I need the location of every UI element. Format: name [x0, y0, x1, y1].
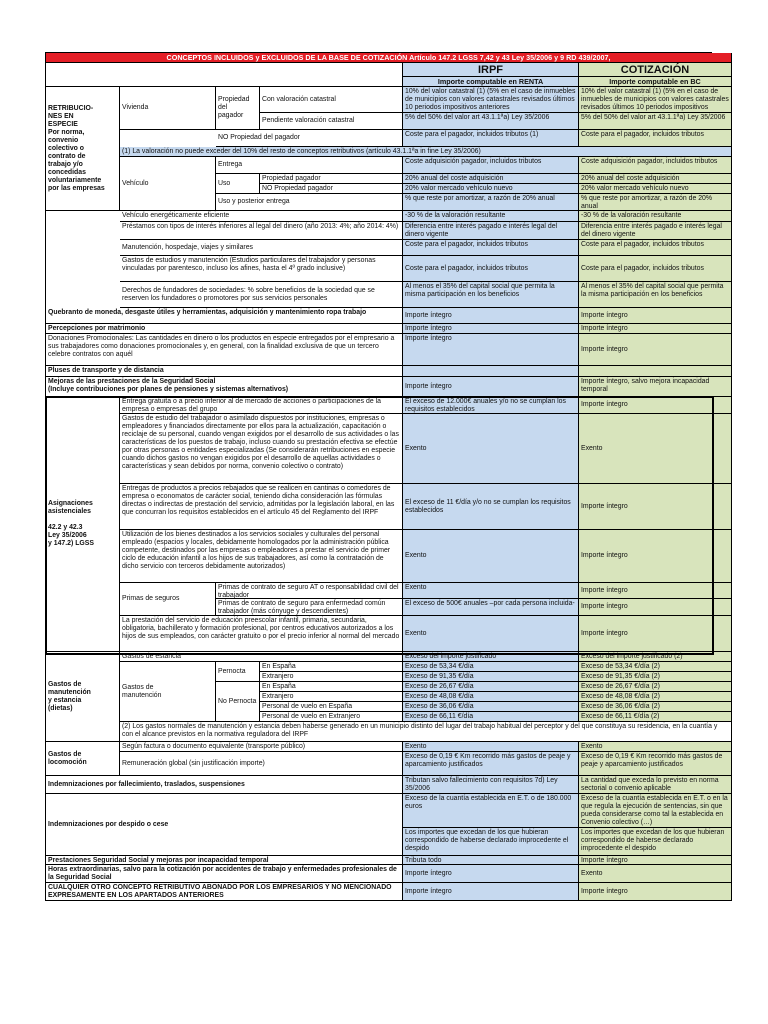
- cell-r-as5-1: Primas de contrato de seguro AT o responsabilidad civil del trabajador: [216, 583, 403, 599]
- cell-r-prest-2: Diferencia entre interés pagado e interés legal del dinero vigente: [579, 222, 732, 240]
- cell-r-quebranto-0: Quebranto de moneda, desgaste útiles y herramientas, adquisición y mantenimiento ropa trabajo: [46, 308, 403, 324]
- cell-r-as3-0: Entregas de productos a precios rebajados que se realicen en cantinas o comedores de empresa o economatos de carácter social, teniendo dicha consideración las fórmulas directas o indirectas de prestación del servicio, admitidas por la legislación laboral, en las que concurran los requisitos establecidos en el artículo 45 del Reglamento del IRPF: [120, 484, 403, 530]
- cell-r-pend-1: 5% del 50% del valor art 43.1.1ªa) Ley 35/2006: [403, 113, 579, 130]
- cell-r-veh3-2: 20% valor mercado vehículo nuevo: [579, 184, 732, 194]
- cell-r-as1-2: El exceso de 12.000€ anuales y/o no se cumplan los requisitos establecidos: [403, 397, 579, 414]
- cell-r-desp1-1: Exceso de la cuantía establecida en E.T. o de 180.000 euros: [403, 794, 579, 828]
- cell-r-quebranto-2: Importe íntegro: [579, 308, 732, 324]
- cell-r-gm2-4: Exceso de 53,34 €/día (2): [579, 662, 732, 672]
- cell-r-as3-2: Importe íntegro: [579, 484, 732, 530]
- cell-r-gm5-2: Exceso de 48,08 €/día (2): [579, 692, 732, 702]
- cell-r-note1-0: (1) La valoración no puede exceder del 10% del resto de conceptos retributivos (artículo 43.1.1ªa in fine Ley 35/2006): [120, 147, 732, 157]
- cell-r-gm4-2: Exceso de 26,67 €/día: [403, 682, 579, 692]
- cell-r-gm3-2: Exceso de 91,35 €/día (2): [579, 672, 732, 682]
- cell-r-prestss-2: Importe íntegro: [579, 856, 732, 865]
- cell-r-desp1-2: Exceso de la cuantía establecida en E.T. o en la que regula la ejecución de sentencias, sin que pueda considerarse como tal la establecida en Convenio colectivo (…): [579, 794, 732, 828]
- cell-r-pluses-2: [579, 366, 732, 377]
- cell-r-as3-1: El exceso de 11 €/día y/o no se cumplan los requisitos establecidos: [403, 484, 579, 530]
- cell-r-gm6-2: Exceso de 36,06 €/día (2): [579, 702, 732, 712]
- cell-r-gm7-2: Exceso de 66,11 €/día (2): [579, 712, 732, 722]
- cell-r-desp2-0: Los importes que excedan de los que hubieran correspondido de haberse declarado improcedente el despido: [403, 828, 579, 856]
- cell-r-cat-0: RETRIBUCIO- NES EN ESPECIE Por norma, convenio colectivo o contrato de trabajo y/o concedidas voluntariamente por las empresas: [46, 87, 120, 211]
- cell-r-loc1-1: Según factura o documento equivalente (transporte público): [120, 742, 403, 752]
- cell-r-mejoras-1: Importe íntegro: [403, 377, 579, 397]
- cell-r-gm1-3: Exceso del importe justificado (2): [579, 652, 732, 662]
- cell-r-otro-2: Importe íntegro: [579, 883, 732, 901]
- cell-r-fund-2: Al menos el 35% del capital social que permita la misma participación en los beneficios: [579, 282, 732, 308]
- cell-r-prest-1: Diferencia entre interés pagado e interés legal del dinero vigente: [403, 222, 579, 240]
- cell-r-veh2-0: Uso: [216, 174, 260, 194]
- cell-r-pend-0: Pendiente valoración catastral: [260, 113, 403, 130]
- cell-r-as2-1: Exento: [403, 414, 579, 484]
- cell-r-veh4-0: Uso y posterior entrega: [216, 194, 403, 211]
- cell-r-loc2-1: Exceso de 0,19 € Km recorrido más gastos de peaje y aparcamiento justificados: [403, 752, 579, 776]
- cell-r-gm4-1: En España: [260, 682, 403, 692]
- table-title: CONCEPTOS INCLUIDOS y EXCLUIDOS DE LA BASE DE COTIZACIÓN Artículo 147.2 LGSS 7,42 y 43 Ley 35/2006 y 9 RD 439/2007,: [46, 53, 732, 63]
- cell-r-gm2-3: Exceso de 53,34 €/día: [403, 662, 579, 672]
- cell-r-fund-0: Derechos de fundadores de sociedades: % sobre beneficios de la sociedad que se reserven los fundadores o promotores por sus servicios personales: [120, 282, 403, 308]
- cell-r-efic-0: Vehículo energéticamente eficiente: [120, 211, 403, 222]
- cell-r-loc1-3: Exento: [579, 742, 732, 752]
- cell-r-as7-2: Importe íntegro: [579, 616, 732, 652]
- cell-r-donac-0: Donaciones Promocionales: Las cantidades en dinero o los productos en especie entregados por el empresario a sus trabajadores como donaciones promocionales y, en general, con la finalidad exclusiva de que un tercero celebre contratos con aquél: [46, 334, 403, 366]
- cell-r-noprop-2: Coste para el pagador, incluidos tributos: [579, 130, 732, 147]
- cell-r-veh2-1: Propiedad pagador: [260, 174, 403, 184]
- cell-r-efic-2: -30 % de la valoración resultante: [579, 211, 732, 222]
- cell-r-gm5-1: Exceso de 48,08 €/día: [403, 692, 579, 702]
- cell-r-fund-1: Al menos el 35% del capital social que permita la misma participación en los beneficios: [403, 282, 579, 308]
- cell-r-veh2-3: 20% anual del coste adquisición: [579, 174, 732, 184]
- cell-r-gm2-2: En España: [260, 662, 403, 672]
- cell-r-manu-0: Manutención, hospedaje, viajes y similares: [120, 240, 403, 256]
- cell-r-horas-0: Horas extraordinarias, salvo para la cotización por accidentes de trabajo y enfermedades profesionales de la Seguridad Social: [46, 865, 403, 883]
- cell-r-veh2-2: 20% anual del coste adquisición: [403, 174, 579, 184]
- cell-r-loc2-2: Exceso de 0,19 € Km recorrido más gastos de peaje y aparcamiento justificados: [579, 752, 732, 776]
- cell-r-as2-2: Exento: [579, 414, 732, 484]
- cell-r-donac-1: Importe íntegro: [403, 334, 579, 366]
- cell-r-as4-2: Importe íntegro: [579, 530, 732, 583]
- cell-r-veh1-0: Vehículo: [120, 157, 216, 211]
- cell-r-veh1-1: Entrega: [216, 157, 403, 174]
- cell-r-desp2-1: Los importes que excedan de los que hubieran correspondido de haberse declarado improcedente el despido: [579, 828, 732, 856]
- cell-r-gm2-1: Pernocta: [216, 662, 260, 682]
- cell-r-estud-0: Gastos de estudios y manutención (Estudios particulares del trabajador y personas vinculadas por parentesco, incluso los afines, hasta el 4º grado inclusive): [120, 256, 403, 282]
- cell-r-indf-2: La cantidad que exceda lo previsto en norma sectorial o convenio aplicable: [579, 776, 732, 794]
- cell-r-matri-1: Importe íntegro: [403, 324, 579, 334]
- cell-r-gm2-0: Gastos de manutención: [120, 662, 216, 722]
- cell-r-gm8-0: (2) Los gastos normales de manutención y estancia deben haberse generado en un municipio distinto del lugar del trabajo habitual del perceptor y del que constituya su residencia, en la cuantía y con el alcance previstos en la normativa reguladora del IRPF: [120, 722, 732, 742]
- cell-r-gm4-0: No Pernocta: [216, 682, 260, 722]
- cell-r-mejoras-2: Importe íntegro, salvo mejora incapacidad temporal: [579, 377, 732, 397]
- cell-r-matri-0: Percepciones por matrimonio: [46, 324, 403, 334]
- cell-r-as7-0: La prestación del servicio de educación preescolar infantil, primaria, secundaria, obligatoria, bachillerato y formación profesional, por centros educativos autorizados a los hijos de sus empleados, con carácter gratuito o por el precio inferior al normal del mercado: [120, 616, 403, 652]
- cell-r-as1-0: Asignaciones asistenciales 42.2 y 42.3 Ley 35/2006 y 147.2) LGSS: [46, 397, 120, 652]
- cell-r-otro-1: Importe íntegro: [403, 883, 579, 901]
- cell-r-mejoras-0: Mejoras de las prestaciones de la Seguridad Social (Incluye contribuciones por planes de pensiones y sistemas alternativos): [46, 377, 403, 397]
- cell-r-as6-0: Primas de contrato de seguro para enfermedad común trabajador (más cónyuge y descendientes): [216, 599, 403, 616]
- cell-r-noprop-1: Coste para el pagador, incluidos tributos (1): [403, 130, 579, 147]
- cell-r-prestss-1: Tributa todo: [403, 856, 579, 865]
- cell-r-prest-0: Préstamos con tipos de interés inferiores al legal del dinero (año 2013: 4%; año 2014: 4%): [120, 222, 403, 240]
- cell-r-horas-1: Importe íntegro: [403, 865, 579, 883]
- cell-r-veh4-2: % que reste por amortizar, a razón de 20% anual: [579, 194, 732, 211]
- cell-r-cat-5: 10% del valor catastral (1) (5% en el caso de inmuebles de municipios con valores catastrales revisados últimos 10 periodos impositivos: [579, 87, 732, 113]
- cell-r-as6-1: El exceso de 500€ anuales –por cada persona incluida-: [403, 599, 579, 616]
- document-table: [45, 52, 729, 901]
- cell-r-gm3-1: Exceso de 91,35 €/día: [403, 672, 579, 682]
- cell-r-manu-1: Coste para el pagador, incluidos tributos: [403, 240, 579, 256]
- cell-r-veh3-1: 20% valor mercado vehículo nuevo: [403, 184, 579, 194]
- cell-r-cat-2: Propiedad del pagador: [216, 87, 260, 130]
- cell-r-as1-1: Entrega gratuita o a precio inferior al de mercado de acciones o participaciones de la empresa o empresas del grupo: [120, 397, 403, 414]
- cell-r-indf-0: Indemnizaciones por fallecimiento, traslados, suspensiones: [46, 776, 403, 794]
- cell-r-gm6-0: Personal de vuelo en España: [260, 702, 403, 712]
- cell-r-gm1-2: Exceso del importe justificado: [403, 652, 579, 662]
- cell-r-estud-2: Coste para el pagador, incluidos tributos: [579, 256, 732, 282]
- cell-r-donac-2: Importe íntegro: [579, 334, 732, 366]
- cell-r-efic-1: -30 % de la valoración resultante: [403, 211, 579, 222]
- cell-r-as5-3: Importe íntegro: [579, 583, 732, 599]
- cell-r-gm4-3: Exceso de 26,67 €/día (2): [579, 682, 732, 692]
- cell-r-gm3-0: Extranjero: [260, 672, 403, 682]
- cell-r-as4-1: Exento: [403, 530, 579, 583]
- header-blank: [46, 63, 403, 87]
- cell-r-as1-3: Importe íntegro: [579, 397, 732, 414]
- cell-r-gm6-1: Exceso de 36,06 €/día: [403, 702, 579, 712]
- cell-r-as7-1: Exento: [403, 616, 579, 652]
- cell-r-veh3-0: NO Propiedad pagador: [260, 184, 403, 194]
- cotizacion-subheader: Importe computable en BC: [579, 77, 732, 87]
- cell-r-noprop-0: NO Propiedad del pagador: [216, 130, 403, 147]
- cell-r-cat-1: Vivienda: [120, 87, 216, 130]
- concepts-grid: [45, 52, 729, 901]
- cell-r-veh1-3: Coste adquisición pagador, incluidos tributos: [579, 157, 732, 174]
- cell-r-as6-2: Importe íntegro: [579, 599, 732, 616]
- cotizacion-header: COTIZACIÓN: [579, 63, 732, 77]
- cell-r-as5-0: Primas de seguros: [120, 583, 216, 616]
- cell-r-loc2-0: Remuneración global (sin justificación importe): [120, 752, 403, 776]
- cell-r-as2-0: Gastos de estudio del trabajador o asimilado dispuestos por instituciones, empresas o empleadores y financiados directamente por ellos para la actualización, capacitación o reciclaje de su personal, cuando vengan exigidos por el desarrollo de sus actividades o las características de los puestos de trabajo, incluso cuando su prestación efectiva se efectúe por otras personas o entidades especializadas (Se considerarán retribuciones en especie cuando dichos gastos no vengan exigidos por el desarrollo de aquellas actividades o características y sean debidos por norma, convenio colectivo o contrato): [120, 414, 403, 484]
- cell-r-gm7-0: Personal de vuelo en Extranjero: [260, 712, 403, 722]
- cell-r-loc1-2: Exento: [403, 742, 579, 752]
- cell-r-prestss-0: Prestaciones Seguridad Social y mejoras por incapacidad temporal: [46, 856, 403, 865]
- cell-r-gm1-0: Gastos de manutención y estancia (dietas): [46, 652, 120, 742]
- cell-r-as5-2: Exento: [403, 583, 579, 599]
- cell-r-gm5-0: Extranjero: [260, 692, 403, 702]
- cell-r-as4-0: Utilización de los bienes destinados a los servicios sociales y culturales del personal empleado (espacios y locales, debidamente homologados por la administración pública competente, destinados por las empresas o empleadores a prestar el servicio de primer ciclo de educación infantil a los hijos de sus trabajadores, así como la contratación de dicho servicio con terceros debidamente autorizados): [120, 530, 403, 583]
- cell-r-pend-2: 5% del 50% del valor art 43.1.1ªa) Ley 35/2006: [579, 113, 732, 130]
- cell-r-gm7-1: Exceso de 66,11 €/día: [403, 712, 579, 722]
- cell-r-manu-2: Coste para el pagador, incluidos tributos: [579, 240, 732, 256]
- cell-r-loc1-0: Gastos de locomoción: [46, 742, 120, 776]
- cell-r-gm1-1: Gastos de estancia: [120, 652, 403, 662]
- cell-r-otro-0: CUALQUIER OTRO CONCEPTO RETRIBUTIVO ABONADO POR LOS EMPRESARIOS Y NO MENCIONADO EXPRESAMENTE EN LOS APARTADOS ANTERIORES: [46, 883, 403, 901]
- cell-r-veh1-2: Coste adquisición pagador, incluidos tributos: [403, 157, 579, 174]
- irpf-subheader: Importe computable en RENTA: [403, 77, 579, 87]
- cell-r-cat-3: Con valoración catastral: [260, 87, 403, 113]
- cell-r-indf-1: Tributan salvo fallecimiento con requisitos 7d) Ley 35/2006: [403, 776, 579, 794]
- cell-r-horas-2: Exento: [579, 865, 732, 883]
- cell-r-pluses-1: [403, 366, 579, 377]
- cell-r-pluses-0: Pluses de transporte y de distancia: [46, 366, 403, 377]
- cell-r-quebranto-1: Importe íntegro: [403, 308, 579, 324]
- cell-r-matri-2: Importe íntegro: [579, 324, 732, 334]
- cell-r-estud-1: Coste para el pagador, incluidos tributos: [403, 256, 579, 282]
- cell-r-desp1-0: Indemnizaciones por despido o cese: [46, 794, 403, 856]
- irpf-header: IRPF: [403, 63, 579, 77]
- cell-r-veh4-1: % que reste por amortizar, a razón de 20% anual: [403, 194, 579, 211]
- cell-r-cat-4: 10% del valor catastral (1) (5% en el caso de inmuebles de municipios con valores catastrales revisados últimos 10 periodos impositivos anteriores: [403, 87, 579, 113]
